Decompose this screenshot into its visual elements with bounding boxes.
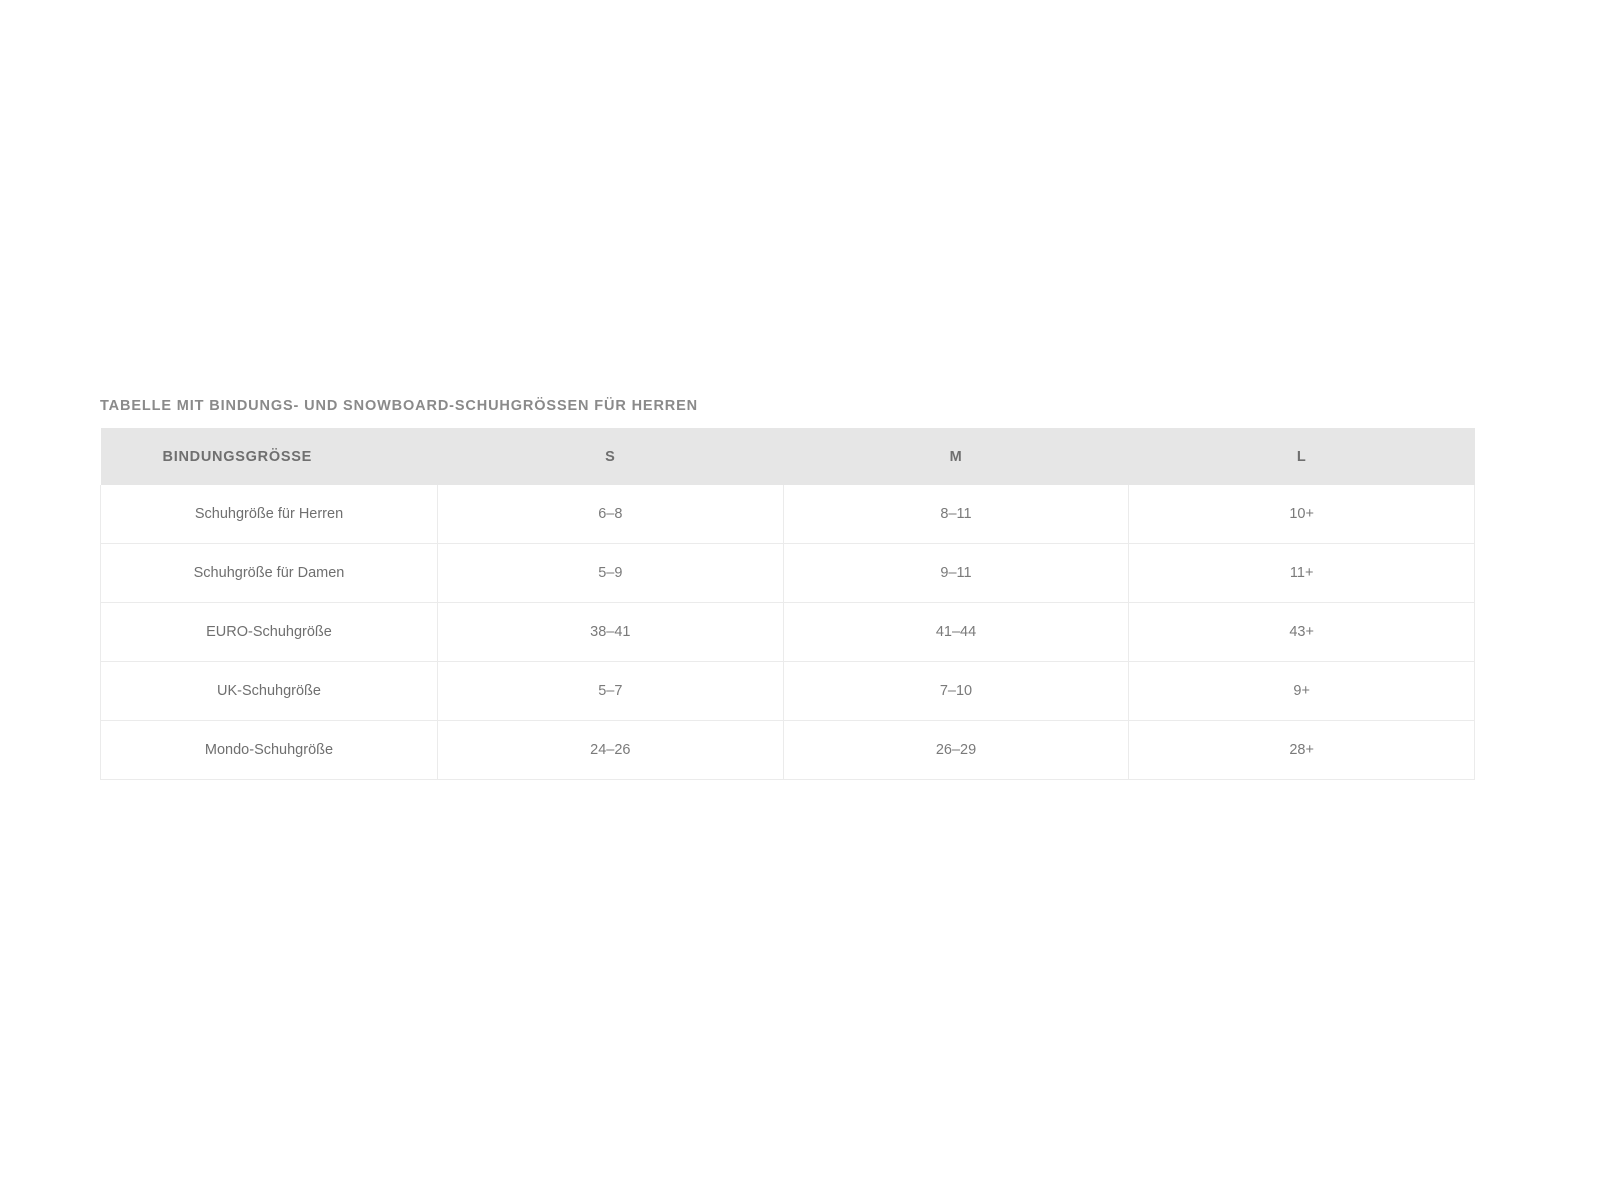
row-label: EURO-Schuhgröße — [101, 603, 438, 662]
table-caption: TABELLE MIT BINDUNGS- UND SNOWBOARD-SCHUHGRÖSSEN FÜR HERREN — [100, 398, 699, 414]
cell-m: 41–44 — [783, 603, 1129, 662]
cell-m: 8–11 — [783, 485, 1129, 544]
row-label: UK-Schuhgröße — [101, 662, 438, 721]
table-row — [101, 662, 1475, 721]
cell-s: 38–41 — [438, 603, 784, 662]
cell-l: 10+ — [1129, 485, 1475, 544]
cell-l: 11+ — [1129, 544, 1475, 603]
table-header — [101, 428, 1475, 485]
row-label: Mondo-Schuhgröße — [101, 721, 438, 780]
row-label: Schuhgröße für Damen — [101, 544, 438, 603]
cell-l: 9+ — [1129, 662, 1475, 721]
column-header-binding-size: BINDUNGSGRÖSSE — [101, 428, 438, 485]
table-row — [101, 544, 1475, 603]
column-header-s: S — [438, 428, 784, 485]
cell-s: 5–7 — [438, 662, 784, 721]
cell-m: 9–11 — [783, 544, 1129, 603]
row-label: Schuhgröße für Herren — [101, 485, 438, 544]
table-header-row — [101, 428, 1475, 485]
table-body — [101, 485, 1475, 780]
cell-m: 26–29 — [783, 721, 1129, 780]
cell-s: 6–8 — [438, 485, 784, 544]
size-chart-block — [100, 398, 1500, 780]
cell-l: 28+ — [1129, 721, 1475, 780]
column-header-l: L — [1129, 428, 1475, 485]
table-row — [101, 721, 1475, 780]
table-row — [101, 485, 1475, 544]
cell-s: 5–9 — [438, 544, 784, 603]
size-chart-table — [100, 428, 1475, 780]
table-row — [101, 603, 1475, 662]
cell-s: 24–26 — [438, 721, 784, 780]
cell-l: 43+ — [1129, 603, 1475, 662]
column-header-m: M — [783, 428, 1129, 485]
cell-m: 7–10 — [783, 662, 1129, 721]
